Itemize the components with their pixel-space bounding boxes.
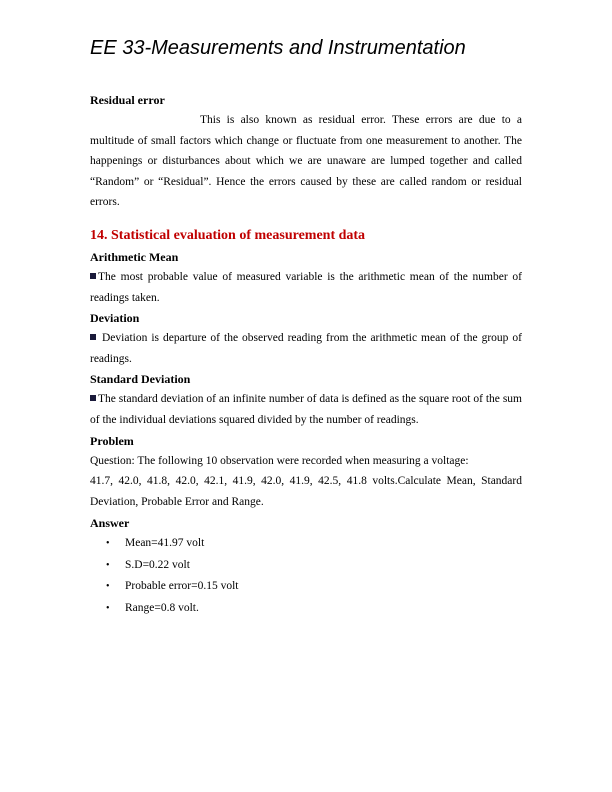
standard-deviation-text: The standard deviation of an infinite number of data is defined as the square root of the sum of the individual deviations squared divided by the number of readings. (90, 393, 522, 426)
answer-heading: Answer (90, 516, 130, 531)
problem-question: Question: The following 10 observation were recorded when measuring a voltage: (90, 454, 469, 467)
square-bullet-icon (90, 334, 96, 340)
residual-error-heading: Residual error (90, 93, 165, 107)
list-item (106, 555, 522, 577)
bullet-icon: • (106, 602, 110, 614)
answer-mean: Mean=41.97 volt (125, 537, 205, 550)
standard-deviation-heading: Standard Deviation (90, 372, 191, 387)
list-item (106, 576, 522, 598)
answer-range: Range=0.8 volt. (125, 601, 199, 614)
arithmetic-mean-paragraph (90, 267, 522, 308)
document-body (90, 90, 522, 619)
residual-error-paragraph: This is also known as residual error. These errors are due to a multitude of small factors which change or fluctuate from one measurement to another. The happenings or disturbances about which we are unaware are lumped together and called “Random” or “Residual”. Hence the errors caused by these are called random or residual errors. (90, 114, 522, 209)
deviation-text: Deviation is departure of the observed reading from the arithmetic mean of the group of readings. (90, 332, 522, 365)
arithmetic-mean-text: The most probable value of measured variable is the arithmetic mean of the number of readings taken. (90, 270, 522, 304)
list-item (106, 533, 522, 555)
section-14-heading: 14. Statistical evaluation of measurement data (90, 227, 366, 243)
deviation-heading: Deviation (90, 311, 140, 326)
arithmetic-mean-heading: Arithmetic Mean (90, 249, 179, 264)
list-item (106, 598, 522, 620)
deviation-paragraph (90, 328, 522, 369)
problem-data: 41.7, 42.0, 41.8, 42.0, 42.1, 41.9, 42.0, 41.9, 42.5, 41.8 volts.Calculate Mean, Standard Deviation, Probable Error and Range. (90, 475, 522, 508)
standard-deviation-paragraph (90, 389, 522, 430)
bullet-icon: • (106, 581, 110, 593)
square-bullet-icon (90, 273, 96, 279)
answer-probable-error: Probable error=0.15 volt (125, 580, 239, 593)
document-title: EE 33-Measurements and Instrumentation (90, 37, 466, 59)
square-bullet-icon (90, 395, 96, 401)
problem-heading: Problem (90, 433, 134, 448)
bullet-icon: • (106, 538, 110, 550)
answer-sd: S.D=0.22 volt (125, 558, 190, 571)
bullet-icon: • (106, 559, 110, 571)
answer-list (90, 533, 522, 619)
